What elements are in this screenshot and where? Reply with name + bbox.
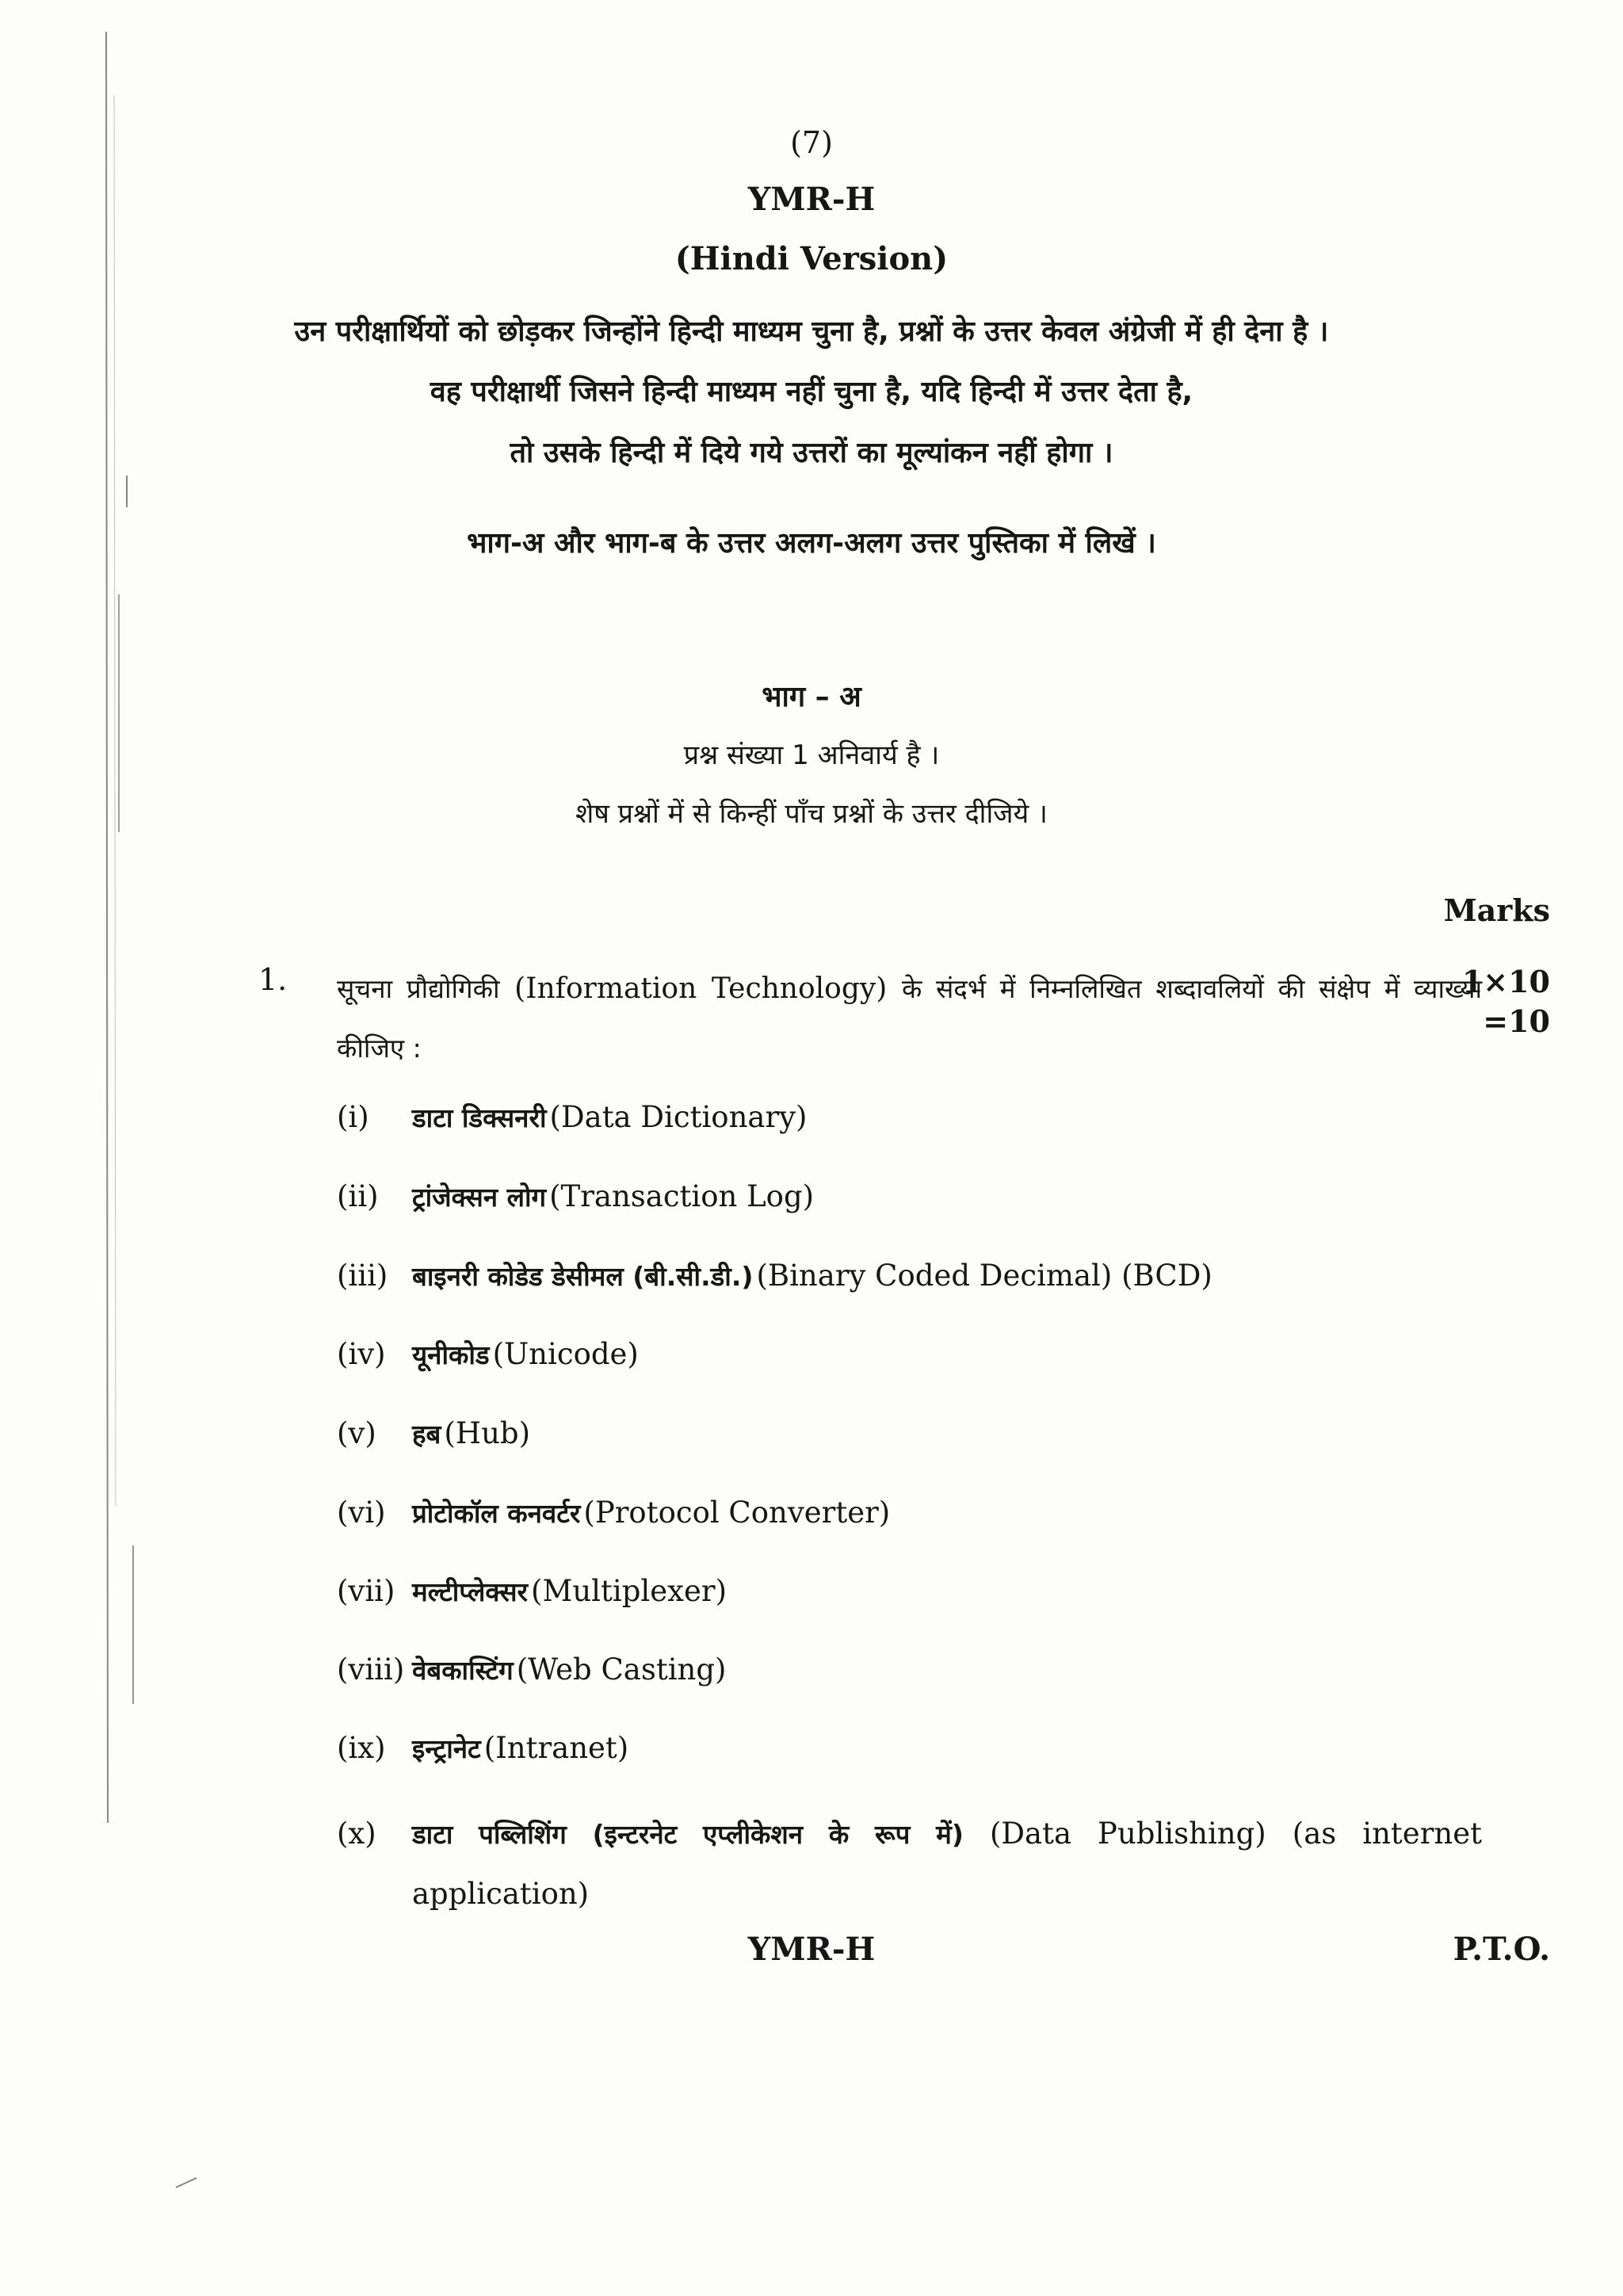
- instruction-line: वह परीक्षार्थी जिसने हिन्दी माध्यम नहीं चुना है, यदि हिन्दी में उत्तर देता है,: [430, 376, 1193, 408]
- item-term-english: (Protocol Converter): [583, 1496, 891, 1530]
- version-label: (Hindi Version): [674, 240, 949, 277]
- question-text-english: (Information Technology): [499, 972, 902, 1005]
- question-text-hindi: सूचना प्रौद्योगिकी: [337, 973, 500, 1004]
- item-term-hindi: प्रोटोकॉल कनवर्टर: [412, 1498, 581, 1529]
- list-item: [337, 1179, 814, 1214]
- marks-line: =10: [1483, 1003, 1550, 1039]
- item-line: [337, 1804, 1482, 1864]
- item-number: (iv): [337, 1337, 386, 1371]
- item-term-hindi: हब: [412, 1419, 441, 1450]
- marks-line: 1×10: [1461, 964, 1550, 999]
- item-term-hindi: वेबकास्टिंग: [412, 1655, 514, 1686]
- list-item: [337, 1573, 727, 1609]
- item-term-english: (Transaction Log): [549, 1179, 815, 1213]
- question-number: 1.: [258, 962, 288, 997]
- item-term-hindi: बाइनरी कोडेड डेसीमल (बी.सी.डी.): [412, 1261, 754, 1292]
- part-title: भाग – अ: [762, 681, 861, 713]
- item-number: (x): [337, 1817, 376, 1851]
- item-number: (ix): [337, 1731, 386, 1765]
- instruction-line: भाग-अ और भाग-ब के उत्तर अलग-अलग उत्तर पुस्तिका में लिखें ।: [467, 527, 1156, 560]
- paper-code-footer: YMR-H: [747, 1931, 876, 1968]
- list-item: [337, 1099, 808, 1135]
- item-term-hindi: मल्टीप्लेक्सर: [412, 1576, 529, 1607]
- part-instruction: शेष प्रश्नों में से किन्हीं पाँच प्रश्नों के उत्तर दीजिये ।: [575, 798, 1048, 830]
- instruction-line: तो उसके हिन्दी में दिये गये उत्तरों का मूल्यांकन नहीं होगा ।: [510, 437, 1113, 469]
- item-term-hindi: यूनीकोड: [412, 1339, 490, 1370]
- item-number: (vi): [337, 1496, 386, 1530]
- item-number: (ii): [337, 1179, 379, 1213]
- list-item: [337, 1730, 628, 1766]
- item-term-english: (Data Dictionary): [549, 1100, 808, 1134]
- list-item: [337, 1804, 1482, 1924]
- question-text: [337, 959, 1482, 1078]
- list-item: [337, 1336, 639, 1372]
- part-instruction: प्रश्न संख्या 1 अनिवार्य है ।: [683, 739, 940, 771]
- item-number: (i): [337, 1100, 369, 1134]
- question-marks: [1462, 962, 1550, 1041]
- pto-label: P.T.O.: [1453, 1931, 1550, 1968]
- question-text-hindi: के संदर्भ में निम्नलिखित शब्दावलियों की संक्षेप में व्याख्या कीजिए :: [337, 973, 1482, 1064]
- list-item: [337, 1258, 1212, 1293]
- item-term-english: (Binary Coded Decimal) (BCD): [756, 1259, 1212, 1293]
- marks-heading: Marks: [1443, 892, 1550, 928]
- item-number: (v): [337, 1416, 376, 1450]
- list-item: [337, 1415, 530, 1451]
- item-number: (iii): [337, 1259, 388, 1293]
- item-term-hindi: ट्रांजेक्सन लोग: [412, 1182, 547, 1213]
- item-term-hindi: डाटा डिक्सनरी: [412, 1102, 547, 1133]
- item-term-english: (Web Casting): [516, 1652, 727, 1687]
- item-term-hindi: डाटा पब्लिशिंग (इन्टरनेट एप्लीकेशन के रूप में): [412, 1819, 964, 1850]
- item-term-english: (Unicode): [492, 1337, 639, 1371]
- item-term-english-continued: application): [412, 1877, 590, 1911]
- list-item: [337, 1495, 890, 1530]
- list-item: [337, 1652, 727, 1687]
- item-term-english: (Hub): [444, 1416, 531, 1450]
- page-number: (7): [790, 125, 833, 160]
- item-term-hindi: इन्ट्रानेट: [412, 1733, 481, 1764]
- item-number: (vii): [337, 1574, 395, 1608]
- item-term-english: (Intranet): [483, 1731, 629, 1765]
- item-term-english: (Multiplexer): [531, 1574, 727, 1608]
- instruction-line: उन परीक्षार्थियों को छोड़कर जिन्होंने हिन्दी माध्यम चुना है, प्रश्नों के उत्तर केवल अंग्रेजी में ही देना है ।: [294, 315, 1329, 348]
- paper-code-header: YMR-H: [747, 181, 876, 218]
- item-number: (viii): [337, 1652, 405, 1687]
- item-term-english: (Data Publishing) (as internet: [989, 1817, 1482, 1851]
